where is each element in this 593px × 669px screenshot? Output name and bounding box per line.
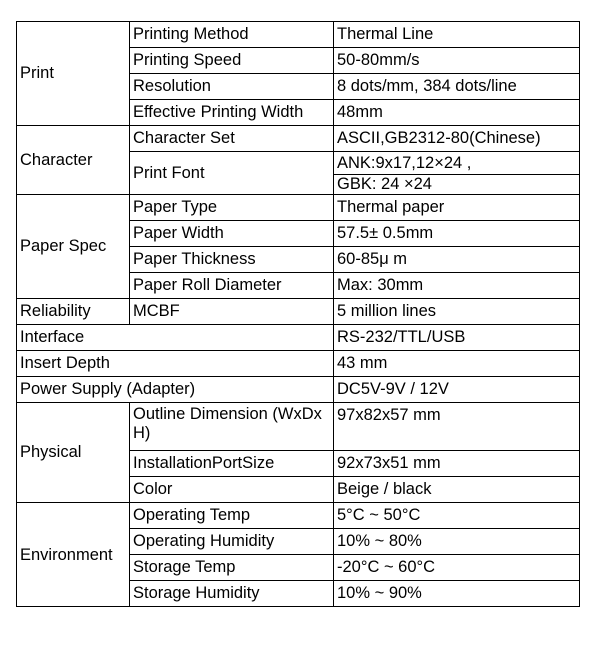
- spec-value: 97x82x57 mm: [334, 403, 580, 451]
- spec-label: Paper Type: [130, 195, 334, 221]
- spec-value: 48mm: [334, 100, 580, 126]
- spec-value: 5°C ~ 50°C: [334, 503, 580, 529]
- table-row: [17, 377, 580, 403]
- spec-value: 60-85μ m: [334, 247, 580, 273]
- spec-value: 57.5± 0.5mm: [334, 221, 580, 247]
- spec-value: Thermal Line: [334, 22, 580, 48]
- table-row: [17, 503, 580, 529]
- spec-value: 10% ~ 90%: [334, 581, 580, 607]
- table-row: [17, 195, 580, 221]
- spec-label: Operating Temp: [130, 503, 334, 529]
- table-row: [17, 351, 580, 377]
- spec-table: [16, 21, 580, 607]
- spec-value: 50-80mm/s: [334, 48, 580, 74]
- group-cell: Print: [17, 22, 130, 126]
- spec-label: Printing Method: [130, 22, 334, 48]
- group-cell: Character: [17, 126, 130, 195]
- group-cell: Physical: [17, 403, 130, 503]
- group-cell: Reliability: [17, 299, 130, 325]
- spec-value: ASCII,GB2312-80(Chinese): [334, 126, 580, 152]
- spec-label: Interface: [17, 325, 334, 351]
- spec-label: MCBF: [130, 299, 334, 325]
- table-row: [17, 299, 580, 325]
- spec-label: Color: [130, 477, 334, 503]
- spec-value: RS-232/TTL/USB: [334, 325, 580, 351]
- spec-label: Storage Temp: [130, 555, 334, 581]
- group-cell: Paper Spec: [17, 195, 130, 299]
- group-cell: Environment: [17, 503, 130, 607]
- spec-value: ANK:9x17,12×24 ,: [334, 152, 580, 175]
- spec-label: Outline Dimension (WxDxH): [130, 403, 334, 451]
- spec-label: Printing Speed: [130, 48, 334, 74]
- spec-value: 10% ~ 80%: [334, 529, 580, 555]
- table-row: [17, 126, 580, 152]
- spec-label: Insert Depth: [17, 351, 334, 377]
- spec-label: Operating Humidity: [130, 529, 334, 555]
- spec-value: 5 million lines: [334, 299, 580, 325]
- spec-value: 43 mm: [334, 351, 580, 377]
- table-row: [17, 403, 580, 451]
- spec-value: 92x73x51 mm: [334, 451, 580, 477]
- spec-label: InstallationPortSize: [130, 451, 334, 477]
- table-row: [17, 22, 580, 48]
- spec-value: -20°C ~ 60°C: [334, 555, 580, 581]
- spec-label: Print Font: [130, 152, 334, 195]
- spec-value: Beige / black: [334, 477, 580, 503]
- spec-label: Paper Thickness: [130, 247, 334, 273]
- spec-label: Paper Roll Diameter: [130, 273, 334, 299]
- spec-value: GBK: 24 ×24: [334, 175, 580, 195]
- spec-label: Storage Humidity: [130, 581, 334, 607]
- spec-label: Effective Printing Width: [130, 100, 334, 126]
- spec-label: Power Supply (Adapter): [17, 377, 334, 403]
- spec-value: DC5V-9V / 12V: [334, 377, 580, 403]
- spec-label: Character Set: [130, 126, 334, 152]
- spec-label: Resolution: [130, 74, 334, 100]
- spec-label: Paper Width: [130, 221, 334, 247]
- spec-value: Thermal paper: [334, 195, 580, 221]
- spec-value: Max: 30mm: [334, 273, 580, 299]
- spec-value: 8 dots/mm, 384 dots/line: [334, 74, 580, 100]
- table-row: [17, 325, 580, 351]
